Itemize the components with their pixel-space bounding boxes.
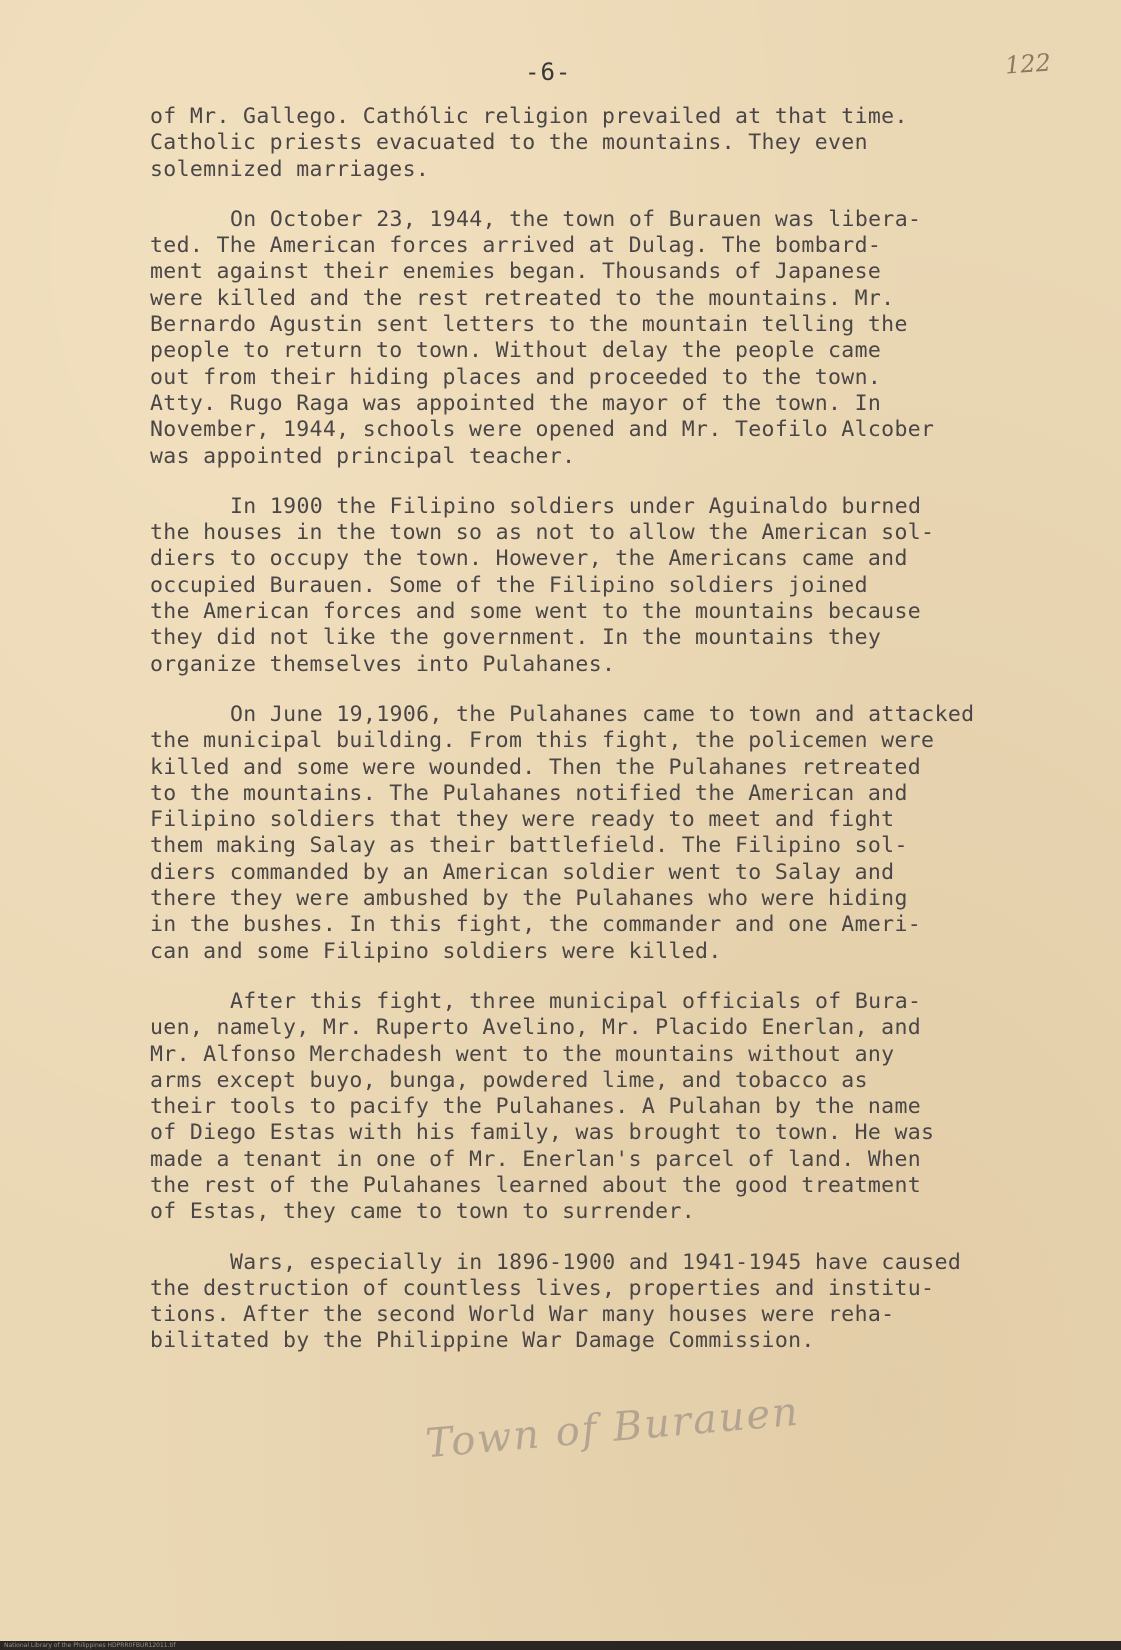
- page-number: -6-: [525, 58, 572, 86]
- handwritten-note: Town of Burauen: [423, 1388, 802, 1468]
- scan-footer-strip: National Library of the Philippines HDPRR0FBUR12011.tif: [0, 1641, 1121, 1650]
- paragraph-pulahanes-attack: On June 19,1906, the Pulahanes came to town and attacked the municipal building. From this fight, the policemen were killed and some were wounded. Then the Pulahanes retreated to the mountains. The Pulahanes notified the American and Filipino soldiers that they were ready to meet and fight them making Salay as their battlefield. The Filipino sol- diers commanded by an American soldier went to Salay and there they were ambushed by the Pulahanes who were hiding in the bushes. In this fight, the commander and one Ameri- can and some Filipino soldiers were killed.: [150, 701, 975, 964]
- paragraph-catholic-religion: of Mr. Gallego. Cathólic religion prevailed at that time. Catholic priests evacuated to the mountains. They even solemnized marriages.: [150, 104, 908, 182]
- folio-number: 122: [1004, 48, 1052, 80]
- document-body: [150, 104, 1085, 1379]
- paragraph-wars-destruction: Wars, especially in 1896-1900 and 1941-1945 have caused the destruction of countless lives, properties and institu- tions. After the second World War many houses were reha- bilitated by the Philippine War Damage Commission.: [150, 1249, 962, 1354]
- paragraph-liberation-1944: On October 23, 1944, the town of Burauen was libera- ted. The American forces arrived at Dulag. The bombard- ment against their enemies began. Thousands of Japanese were killed and the rest retreated to the mountains. Mr. Bernardo Agustin sent letters to the mountain telling the people to return to town. Without delay the people came out from their hiding places and proceeded to the town. Atty. Rugo Raga was appointed the mayor of the town. In November, 1944, schools were opened and Mr. Teofilo Alcober was appointed principal teacher.: [150, 206, 935, 469]
- paragraph-pacification: After this fight, three municipal officials of Bura- uen, namely, Mr. Ruperto Avelino, Mr. Placido Enerlan, and Mr. Alfonso Merchadesh went to the mountains without any arms except buyo, bunga, powdered lime, and tobacco as their tools to pacify the Pulahanes. A Pulahan by the name of Diego Estas with his family, was brought to town. He was made a tenant in one of Mr. Enerlan's parcel of land. When the rest of the Pulahanes learned about the good treatment of Estas, they came to town to surrender.: [150, 988, 935, 1225]
- paragraph-aguinaldo-1900: In 1900 the Filipino soldiers under Aguinaldo burned the houses in the town so as not to allow the American sol- diers to occupy the town. However, the Americans came and occupied Burauen. Some of the Filipino soldiers joined the American forces and some went to the mountains because they did not like the government. In the mountains they organize themselves into Pulahanes.: [150, 493, 935, 677]
